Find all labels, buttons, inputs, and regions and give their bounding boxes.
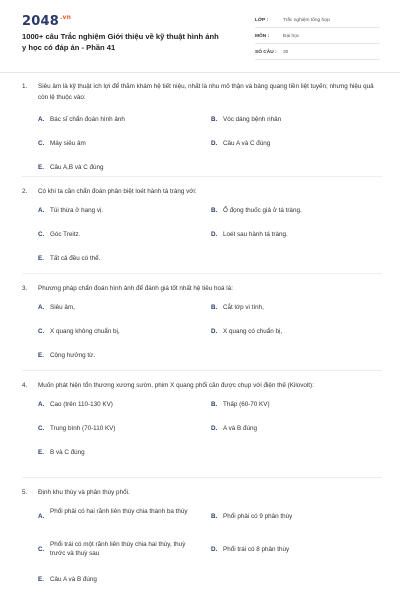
option-text: A và B đúng: [223, 424, 257, 432]
option-text: Phổi trái có một rãnh liên thùy chia hai thùy, thuỳ trước và thuỳ sau: [50, 540, 186, 557]
meta-mon-label: MÔN :: [255, 34, 270, 39]
question-number: 4.: [22, 382, 28, 389]
option-text: Tất cả đều có thể.: [50, 254, 101, 262]
question-number: 1.: [22, 83, 28, 90]
option-text: Thấp (60-70 KV): [223, 400, 270, 408]
option-label: A.: [38, 400, 45, 408]
option-text: Câu A và C đúng: [223, 140, 271, 147]
option-b[interactable]: [211, 400, 381, 410]
option-label: B.: [211, 512, 218, 520]
option-label: B.: [211, 116, 218, 123]
meta-row-socau: [255, 46, 380, 60]
option-label: D.: [211, 424, 218, 432]
option-a[interactable]: [38, 507, 188, 520]
option-label: C.: [38, 140, 45, 147]
option-label: C.: [38, 424, 45, 432]
question-number: 5.: [22, 489, 28, 496]
question-list: [22, 78, 382, 588]
option-text: B và C đúng: [50, 448, 85, 456]
option-b[interactable]: [211, 206, 381, 216]
option-label: E.: [38, 448, 44, 456]
option-text: Vóc dáng bệnh nhân: [223, 116, 282, 123]
option-label: B.: [211, 206, 218, 214]
option-label: C.: [38, 230, 45, 238]
option-b[interactable]: [211, 512, 381, 522]
option-a[interactable]: [38, 206, 208, 216]
question-number: 3.: [22, 285, 28, 292]
option-e[interactable]: [38, 163, 208, 173]
logo-text: 2048: [22, 14, 59, 29]
question-4: [22, 371, 382, 477]
meta-lop-label: LỚP :: [255, 18, 269, 23]
option-e[interactable]: [38, 575, 208, 585]
option-a[interactable]: [38, 400, 208, 410]
question-text: [22, 488, 382, 499]
question-body: Siêu âm là kỹ thuật ích lợi để thăm khám hệ tiết niệu, nhất là nhu mô thận và bàng quang tiền liệt tuyến; nhưng hiệu quả còn lệ thuộc vào:: [38, 83, 374, 101]
question-body: Có khi ta cần chẩn đoán phân biệt loét hành tá tràng với:: [38, 188, 197, 195]
option-text: Trung bình (70-110 KV): [50, 424, 116, 432]
option-text: X quang có chuẩn bị,: [223, 327, 283, 335]
question-body: Muốn phát hiện tổn thương xương sườn, phim X quang phổi cần được chụp với điện thế (Kilovolt):: [38, 382, 314, 389]
option-d[interactable]: [211, 139, 381, 149]
option-label: E.: [38, 164, 44, 171]
meta-socau-label: SỐ CÂU :: [255, 50, 277, 55]
meta-mon-value: Đại học: [283, 34, 300, 39]
logo-suffix: .vn: [59, 14, 72, 21]
option-text: Câu A và B đúng: [50, 575, 97, 583]
page-header: [0, 0, 400, 72]
option-d[interactable]: [211, 424, 381, 434]
option-text: Túi thừa ở hang vị.: [50, 206, 104, 214]
site-logo[interactable]: [22, 14, 71, 29]
option-text: Phổi trái có 8 phân thùy: [223, 545, 290, 553]
option-label: E.: [38, 351, 44, 359]
question-text: [22, 82, 382, 103]
option-label: C.: [38, 545, 45, 553]
option-b[interactable]: [211, 303, 381, 313]
question-3: [22, 274, 382, 370]
option-label: A.: [38, 512, 45, 520]
question-text: [22, 284, 382, 295]
option-label: A.: [38, 206, 45, 214]
option-label: E.: [38, 575, 44, 583]
option-text: Cắt lớp vi tính,: [223, 303, 264, 311]
option-text: Câu A,B và C đúng: [50, 164, 104, 171]
option-text: Máy siêu âm: [50, 140, 86, 147]
option-text: Bác sĩ chẩn đoán hình ảnh: [50, 116, 125, 123]
option-text: Cao (trên 110-130 KV): [50, 400, 113, 408]
question-5: [22, 478, 382, 588]
option-a[interactable]: [38, 115, 208, 125]
option-label: A.: [38, 303, 45, 311]
option-label: D.: [211, 545, 218, 553]
question-body: Phương pháp chẩn đoán hình ảnh để đánh giá tốt nhất hệ tiêu hoá là:: [38, 285, 233, 292]
question-text: [22, 187, 382, 198]
option-e[interactable]: [38, 448, 208, 458]
option-text: Siêu âm,: [50, 303, 75, 311]
meta-row-lop: [255, 14, 380, 28]
option-d[interactable]: [211, 230, 381, 240]
option-e[interactable]: [38, 254, 208, 264]
question-text: [22, 381, 382, 392]
question-2: [22, 177, 382, 273]
question-1: [22, 78, 382, 176]
option-c[interactable]: [38, 424, 208, 434]
meta-panel: [255, 14, 380, 62]
meta-lop-value: Trắc nghiệm tổng hợp: [283, 18, 330, 23]
option-text: Loét sau hành tá tràng.: [223, 230, 288, 238]
option-text: Phổi phải có hai rãnh liên thùy chia thành ba thùy: [50, 507, 188, 515]
option-label: A.: [38, 116, 45, 123]
option-text: Góc Treitz.: [50, 230, 81, 238]
option-label: D.: [211, 140, 218, 147]
meta-row-mon: [255, 30, 380, 44]
document-title: 1000+ câu Trắc nghiệm Giới thiệu về kỹ thuật hình ảnh y học có đáp án - Phần 41: [22, 32, 219, 52]
option-b[interactable]: [211, 115, 381, 125]
option-label: D.: [211, 230, 218, 238]
option-a[interactable]: [38, 303, 208, 313]
option-label: E.: [38, 254, 44, 262]
option-text: Cộng hưởng từ.: [50, 351, 96, 359]
meta-socau-value: 30: [283, 50, 289, 55]
header-divider: [0, 72, 400, 73]
option-label: B.: [211, 303, 218, 311]
option-c[interactable]: [38, 327, 208, 337]
option-text: X quang không chuẩn bị,: [50, 327, 120, 335]
option-text: Phổi phải có 9 phân thùy: [223, 512, 293, 520]
question-number: 2.: [22, 188, 28, 195]
option-c[interactable]: [38, 230, 208, 240]
option-e[interactable]: [38, 351, 208, 361]
option-label: C.: [38, 327, 45, 335]
option-text: Ổ đọng thuốc giả ở tá tràng.: [223, 206, 302, 214]
option-c[interactable]: [38, 540, 198, 559]
option-d[interactable]: [211, 545, 381, 555]
option-c[interactable]: [38, 139, 208, 149]
option-label: B.: [211, 400, 218, 408]
question-body: Định khu thùy và phân thùy phổi.: [38, 489, 130, 496]
option-d[interactable]: [211, 327, 381, 337]
option-label: D.: [211, 327, 218, 335]
